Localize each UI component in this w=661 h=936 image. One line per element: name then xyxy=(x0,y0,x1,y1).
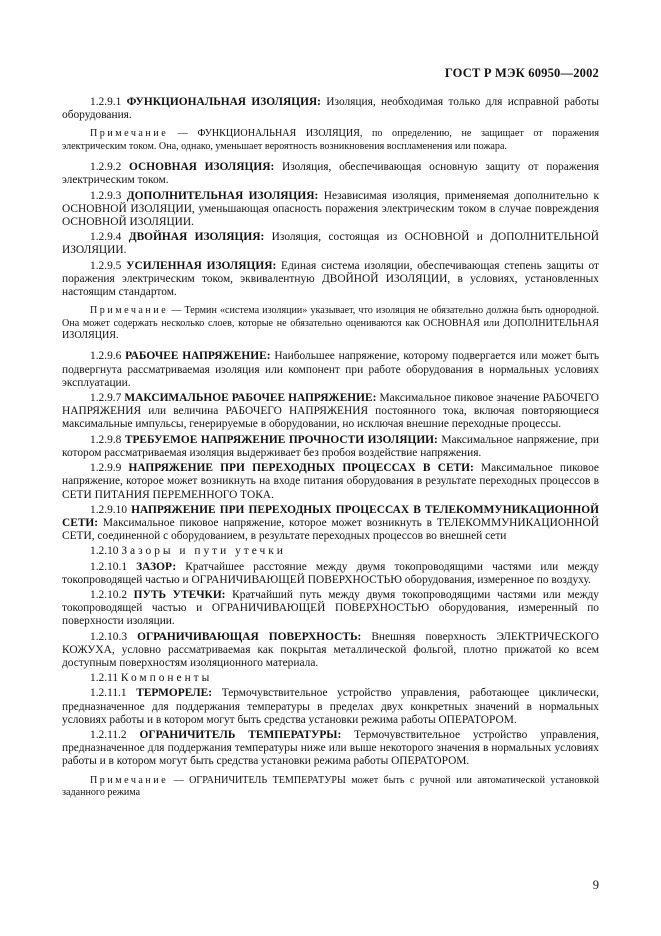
page-header: ГОСТ Р МЭК 60950—2002 xyxy=(444,66,599,80)
definition-1-2-9-2 xyxy=(62,161,599,187)
section-number: 1.2.11 xyxy=(90,672,119,685)
note-label: Примечание xyxy=(90,128,169,140)
note-text: — Термин «система изоляции» указывает, что изоляция не обязательно должна быть однородной. Она может содержать несколько слоев, которые не обязательно оцениваются как ОСНОВНАЯ или ДОПОЛНИТЕЛЬНАЯ ИЗОЛЯЦИЯ. xyxy=(62,305,599,342)
term: ТРЕБУЕМОЕ НАПРЯЖЕНИЕ ПРОЧНОСТИ ИЗОЛЯЦИИ: xyxy=(124,433,438,446)
definition-1-2-9-8 xyxy=(62,434,599,460)
clause-number: 1.2.11.2 xyxy=(90,728,127,741)
clause-number: 1.2.9.2 xyxy=(90,161,122,174)
section-title: Компоненты xyxy=(120,672,213,685)
definition-1-2-9-3 xyxy=(62,190,599,230)
definition-text: Максимальное пиковое напряжение, которое может возникнуть в ТЕЛЕКОММУНИКАЦИОННОЙ СЕТИ, соединенной с оборудованием, в результате переходных процессов во внешней сети xyxy=(62,516,599,543)
clause-number: 1.2.11.1 xyxy=(90,687,127,700)
section-heading-1-2-10 xyxy=(62,545,599,558)
definition-1-2-9-10 xyxy=(62,504,599,544)
definition-text: Наибольшее напряжение, которому подвергается или может быть подвергнута рассматриваемая изоляция или компонент при работе оборудования в нормальных условиях эксплуатации. xyxy=(62,350,600,389)
clause-number: 1.2.9.7 xyxy=(90,392,122,405)
definition-text: Изоляция, обеспечивающая основную защиту от поражения электрическим током. xyxy=(62,161,599,187)
term: ОГРАНИЧИВАЮЩАЯ ПОВЕРХНОСТЬ: xyxy=(137,630,362,643)
term: ОСНОВНАЯ ИЗОЛЯЦИЯ: xyxy=(129,161,275,174)
definition-text: Максимальное напряжение, при котором рассматриваемая изоляция выдерживает без пробоя воздействие напряжения. xyxy=(62,433,599,459)
term: ПУТЬ УТЕЧКИ: xyxy=(133,588,226,601)
term: НАПРЯЖЕНИЕ ПРИ ПЕРЕХОДНЫХ ПРОЦЕССАХ В ТЕЛЕКОММУНИКАЦИОННОЙ СЕТИ: xyxy=(62,503,599,529)
definition-text: Термочувствительное устройство управления, работающее циклически, предназначенное для поддержания температуры в пределах двух конкретных значений в нормальных условиях работы и в котором могут быть средства установки режима работы ОПЕРАТОРОМ. xyxy=(62,687,599,726)
term: ДВОЙНАЯ ИЗОЛЯЦИЯ: xyxy=(128,231,265,244)
clause-number: 1.2.9.6 xyxy=(90,350,122,363)
definition-text: Кратчайший путь между двумя токопроводящими частями или между токопроводящей частью и ОГРАНИЧИВАЮЩЕЙ ПОВЕРХНОСТЬЮ оборудования, измеренный по поверхности изоляции. xyxy=(62,588,599,628)
definition-1-2-10-3 xyxy=(62,631,599,671)
definition-text: Независимая изоляция, применяемая дополнительно к ОСНОВНОЙ ИЗОЛЯЦИИ, уменьшающая опасность поражения электрическим током в случае повреждения ОСНОВНОЙ ИЗОЛЯЦИИ. xyxy=(62,189,600,229)
definition-text: Внешняя поверхность ЭЛЕКТРИЧЕСКОГО КОЖУХА, условно рассматриваемая как покрытая металлической фольгой, плотно прижатой ко всем доступным поверхностям изоляционного материала. xyxy=(62,630,599,669)
term: ДОПОЛНИТЕЛЬНАЯ ИЗОЛЯЦИЯ: xyxy=(126,189,319,202)
note-label: Примечание xyxy=(90,774,169,786)
definition-1-2-9-1 xyxy=(62,96,599,122)
clause-number: 1.2.9.10 xyxy=(90,503,128,516)
definition-1-2-10-1 xyxy=(62,561,599,587)
term: РАБОЧЕЕ НАПРЯЖЕНИЕ: xyxy=(125,350,271,363)
note xyxy=(62,775,599,800)
term: ЗАЗОР: xyxy=(136,560,177,573)
note-label: Примечание xyxy=(90,305,169,317)
definition-text: Максимальное пиковое значение РАБОЧЕГО НАПРЯЖЕНИЯ или величина РАБОЧЕГО НАПРЯЖЕНИЯ постоянного тока, включая повторяющиеся максимальные импульсы, генерируемые в оборудовании, но исключая внешние переходные процессы. xyxy=(62,392,600,431)
term: ОГРАНИЧИТЕЛЬ ТЕМПЕРАТУРЫ: xyxy=(139,728,342,741)
section-number: 1.2.10 xyxy=(90,545,119,558)
definition-1-2-9-4 xyxy=(62,231,599,257)
definition-text: Единая система изоляции, обеспечивающая степень защиты от поражения электрическим током, эквивалентную ДВОЙНОЙ ИЗОЛЯЦИИ, в условиях, установленных настоящим стандартом. xyxy=(62,259,599,299)
term: ТЕРМОРЕЛЕ: xyxy=(136,687,213,700)
section-title: Зазоры и пути утечки xyxy=(121,545,286,558)
definition-text: Изоляция, необходимая только для исправной работы оборудования. xyxy=(62,96,599,122)
clause-number: 1.2.9.8 xyxy=(90,433,122,446)
clause-number: 1.2.9.9 xyxy=(90,462,122,475)
note-text: — ФУНКЦИОНАЛЬНАЯ ИЗОЛЯЦИЯ, по определению, не защищает от поражения электрическим током. Она, однако, уменьшает вероятность возникновения воспламенения или пожара. xyxy=(62,128,599,152)
term: МАКСИМАЛЬНОЕ РАБОЧЕЕ НАПРЯЖЕНИЕ: xyxy=(124,392,377,405)
section-heading-1-2-11 xyxy=(62,672,599,685)
note xyxy=(62,305,599,342)
definition-1-2-9-7 xyxy=(62,392,599,432)
clause-number: 1.2.10.3 xyxy=(90,630,128,643)
definition-1-2-9-6 xyxy=(62,350,599,390)
page-number: 9 xyxy=(592,878,599,892)
definition-1-2-10-2 xyxy=(62,589,599,629)
definition-1-2-9-5 xyxy=(62,260,599,300)
definition-1-2-11-2 xyxy=(62,729,599,769)
clause-number: 1.2.10.2 xyxy=(90,588,128,601)
definition-1-2-9-9 xyxy=(62,462,599,502)
term: НАПРЯЖЕНИЕ ПРИ ПЕРЕХОДНЫХ ПРОЦЕССАХ В СЕТИ: xyxy=(128,462,474,475)
term: УСИЛЕННАЯ ИЗОЛЯЦИЯ: xyxy=(126,259,277,272)
clause-number: 1.2.9.4 xyxy=(90,231,122,244)
term: ФУНКЦИОНАЛЬНАЯ ИЗОЛЯЦИЯ: xyxy=(126,96,321,108)
clause-number: 1.2.9.1 xyxy=(90,96,122,108)
clause-number: 1.2.10.1 xyxy=(90,560,128,573)
definition-1-2-11-1 xyxy=(62,687,599,727)
clause-number: 1.2.9.5 xyxy=(90,259,122,272)
definition-text: Термочувствительное устройство управления, предназначенное для поддержания температуры ниже или выше некоторого значения в нормальных условиях работы и в котором могут быть средства установки режима работы ОПЕРАТОРОМ. xyxy=(62,728,599,768)
clause-number: 1.2.9.3 xyxy=(90,189,122,202)
definition-text: Кратчайшее расстояние между двумя токопроводящими частями или между токопроводящей частью и ОГРАНИЧИВАЮЩЕЙ ПОВЕРХНОСТЬЮ оборудования, измеренное по воздуху. xyxy=(62,560,599,586)
definition-text: Изоляция, состоящая из ОСНОВНОЙ и ДОПОЛНИТЕЛЬНОЙ ИЗОЛЯЦИИ. xyxy=(62,231,599,257)
note-text: — ОГРАНИЧИТЕЛЬ ТЕМПЕРАТУРЫ может быть с ручной или автоматической установкой заданного режима xyxy=(62,774,599,798)
page-content xyxy=(62,96,599,807)
definition-text: Максимальное пиковое напряжение, которое может возникнуть на входе питания оборудования в результате переходных процессов в СЕТИ ПИТАНИЯ ПЕРЕМЕННОГО ТОКА. xyxy=(62,462,599,501)
note xyxy=(62,128,599,153)
